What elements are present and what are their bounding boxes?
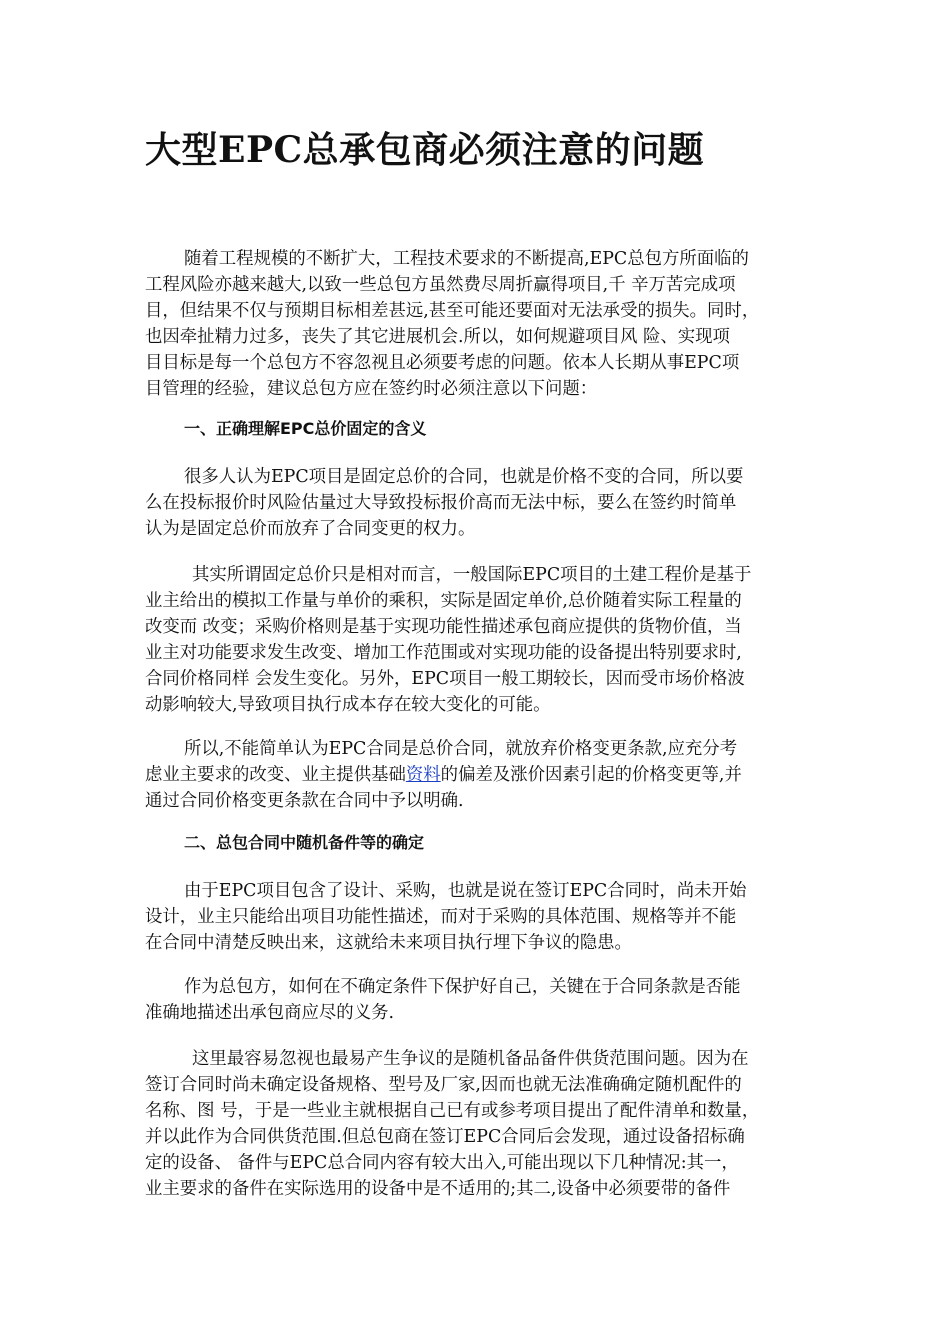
s2-p1-line-1: 由于EPC项目包含了设计、采购，也就是说在签订EPC合同时，尚未开始 <box>184 881 747 901</box>
s1-p2-line-2: 业主给出的模拟工作量与单价的乘积，实际是固定单价,总价随着实际工程量的 <box>145 591 742 611</box>
resource-link[interactable]: 资料 <box>405 765 441 785</box>
intro-line-6: 目管理的经验，建议总包方应在签约时必须注意以下问题： <box>145 379 598 399</box>
document-title: 大型EPC总承包商必须注意的问题 <box>145 129 705 171</box>
s1-p1-line-1: 很多人认为EPC项目是固定总价的合同，也就是价格不变的合同，所以要 <box>184 467 744 487</box>
s1-p1-line-3: 认为是固定总价而放弃了合同变更的权力。 <box>145 519 476 539</box>
s1-p2-line-4: 业主对功能要求发生改变、增加工作范围或对实现功能的设备提出特别要求时, <box>145 643 742 663</box>
s1-p2-line-6: 动影响较大,导致项目执行成本存在较大变化的可能。 <box>145 695 551 715</box>
intro-line-3: 目，但结果不仅与预期目标相差甚远,甚至可能还要面对无法承受的损失。同时， <box>145 301 760 321</box>
intro-line-1: 随着工程规模的不断扩大，工程技术要求的不断提高,EPC总包方所面临的 <box>184 249 749 269</box>
s2-p2-line-1: 作为总包方，如何在不确定条件下保护好自己，关键在于合同条款是否能 <box>184 977 741 997</box>
intro-line-2: 工程风险亦越来越大,以致一些总包方虽然费尽周折赢得项目,千 辛万苦完成项 <box>145 275 736 295</box>
s1-p3-line-3: 通过合同价格变更条款在合同中予以明确. <box>145 791 464 811</box>
s1-p2-line-5: 合同价格同样 会发生变化。另外，EPC项目一般工期较长，因而受市场价格波 <box>145 669 745 689</box>
s2-p1-line-3: 在合同中清楚反映出来，这就给未来项目执行埋下争议的隐患。 <box>145 933 632 953</box>
s2-p1-line-2: 设计，业主只能给出项目功能性描述，而对于采购的具体范围、规格等并不能 <box>145 907 737 927</box>
section-2-heading: 二、总包合同中随机备件等的确定 <box>184 833 425 852</box>
section-1-heading: 一、正确理解EPC总价固定的含义 <box>184 419 427 438</box>
s2-p3-line-2: 签订合同时尚未确定设备规格、型号及厂家,因而也就无法准确确定随机配件的 <box>145 1075 742 1095</box>
s2-p3-line-3: 名称、图 号，于是一些业主就根据自己已有或参考项目提出了配件清单和数量， <box>145 1101 760 1121</box>
s2-p3-line-5: 定的设备、 备件与EPC总合同内容有较大出入,可能出现以下几种情况:其一， <box>145 1153 739 1173</box>
s1-p1-line-2: 么在投标报价时风险估量过大导致投标报价高而无法中标，要么在签约时简单 <box>145 493 737 513</box>
s2-p3-line-1: 这里最容易忽视也最易产生争议的是随机备品备件供货范围问题。因为在 <box>192 1049 749 1069</box>
s1-p2-line-1: 其实所谓固定总价只是相对而言，一般国际EPC项目的土建工程价是基于 <box>192 565 752 585</box>
s1-p3-line-2-after: 的偏差及涨价因素引起的价格变更等,并 <box>440 765 742 785</box>
s2-p3-line-4: 并以此作为合同供货范围.但总包商在签订EPC合同后会发现，通过设备招标确 <box>145 1127 745 1147</box>
s1-p3-line-2-before: 虑业主要求的改变、业主提供基础 <box>145 765 406 785</box>
intro-line-4: 也因牵扯精力过多，丧失了其它进展机会.所以，如何规避项目风 险、实现项 <box>145 327 730 347</box>
s2-p2-line-2: 准确地描述出承包商应尽的义务. <box>145 1003 394 1023</box>
intro-line-5: 目目标是每一个总包方不容忽视且必须要考虑的问题。依本人长期从事EPC项 <box>145 353 740 373</box>
s1-p3-line-2 <box>145 762 742 788</box>
s1-p3-line-1: 所以,不能简单认为EPC合同是总价合同，就放弃价格变更条款,应充分考 <box>184 739 738 759</box>
s2-p3-line-6: 业主要求的备件在实际选用的设备中是不适用的;其二,设备中必须要带的备件 <box>145 1179 731 1199</box>
s1-p2-line-3: 改变而 改变；采购价格则是基于实现功能性描述承包商应提供的货物价值，当 <box>145 617 742 637</box>
